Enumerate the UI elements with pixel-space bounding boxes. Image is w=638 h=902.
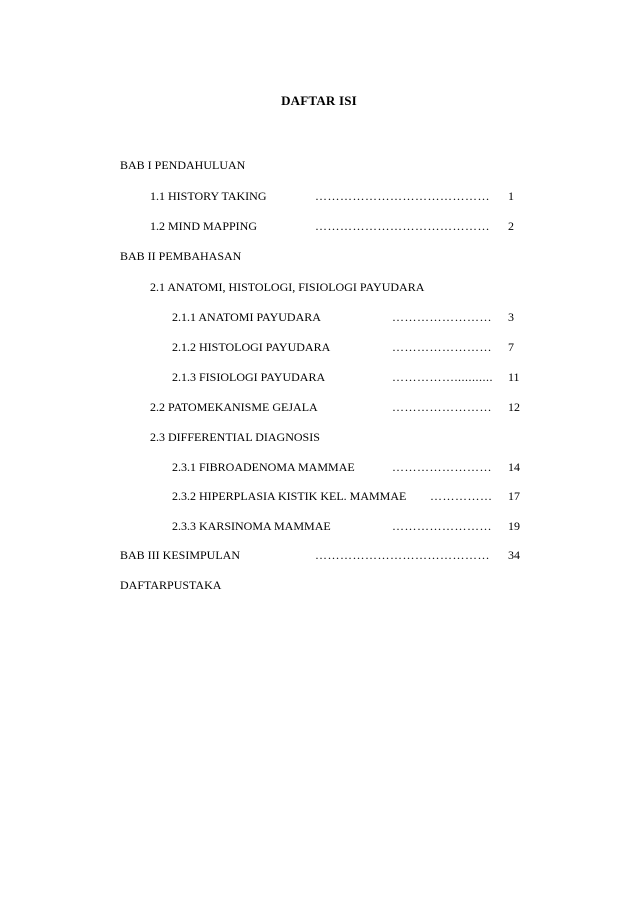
toc-entry-leader: …………………… (392, 519, 492, 533)
toc-entry-label: 2.1.3 FISIOLOGI PAYUDARA (172, 370, 326, 384)
toc-entry-page: 7 (508, 340, 514, 354)
toc-section-heading: 2.1 ANATOMI, HISTOLOGI, FISIOLOGI PAYUDARA (150, 280, 425, 294)
toc-entry-leader: ……………........... (392, 370, 493, 384)
toc-chapter-heading: DAFTARPUSTAKA (120, 578, 222, 592)
page-title: DAFTAR ISI (281, 93, 357, 108)
toc-entry-leader: …………………… (392, 310, 492, 324)
toc-entry-leader: …………………… (392, 400, 492, 414)
toc-entry-label: 1.2 MIND MAPPING (150, 219, 258, 233)
toc-entry (0, 339, 638, 355)
toc-entry (0, 547, 638, 563)
toc-entry-leader: …………………………………… (315, 548, 490, 562)
toc-chapter-heading: BAB II PEMBAHASAN (120, 249, 242, 263)
toc-entry-leader: …………………………………… (315, 189, 490, 203)
toc-entry-page: 11 (508, 370, 520, 384)
toc-entry (0, 188, 638, 204)
toc-entry (0, 459, 638, 475)
toc-entry (0, 309, 638, 325)
toc-entry-label: BAB III KESIMPULAN (120, 548, 240, 562)
toc-entry-page: 12 (508, 400, 520, 414)
toc-entry (0, 369, 638, 385)
toc-entry-page: 2 (508, 219, 514, 233)
toc-entry-leader: …………… (430, 489, 493, 503)
toc-entry (0, 488, 638, 504)
toc-chapter-heading: BAB I PENDAHULUAN (120, 158, 246, 172)
toc-entry-leader: …………………… (392, 460, 492, 474)
toc-entry-page: 19 (508, 519, 520, 533)
toc-entry-page: 3 (508, 310, 514, 324)
toc-entry-page: 34 (508, 548, 520, 562)
toc-entry-label: 2.1.1 ANATOMI PAYUDARA (172, 310, 321, 324)
toc-entry-label: 2.3.2 HIPERPLASIA KISTIK KEL. MAMMAE (172, 489, 407, 503)
toc-entry-label: 2.3.3 KARSINOMA MAMMAE (172, 519, 331, 533)
toc-entry (0, 218, 638, 234)
toc-entry (0, 399, 638, 415)
toc-entry-label: 2.3.1 FIBROADENOMA MAMMAE (172, 460, 355, 474)
toc-entry-label: 2.1.2 HISTOLOGI PAYUDARA (172, 340, 331, 354)
toc-entry-leader: …………………… (392, 340, 492, 354)
toc-section-heading: 2.3 DIFFERENTIAL DIAGNOSIS (150, 430, 320, 444)
toc-entry-label: 1.1 HISTORY TAKING (150, 189, 267, 203)
toc-entry-page: 17 (508, 489, 520, 503)
toc-entry (0, 518, 638, 534)
toc-entry-leader: …………………………………… (315, 219, 490, 233)
toc-entry-page: 1 (508, 189, 514, 203)
toc-entry-page: 14 (508, 460, 520, 474)
toc-entry-label: 2.2 PATOMEKANISME GEJALA (150, 400, 318, 414)
